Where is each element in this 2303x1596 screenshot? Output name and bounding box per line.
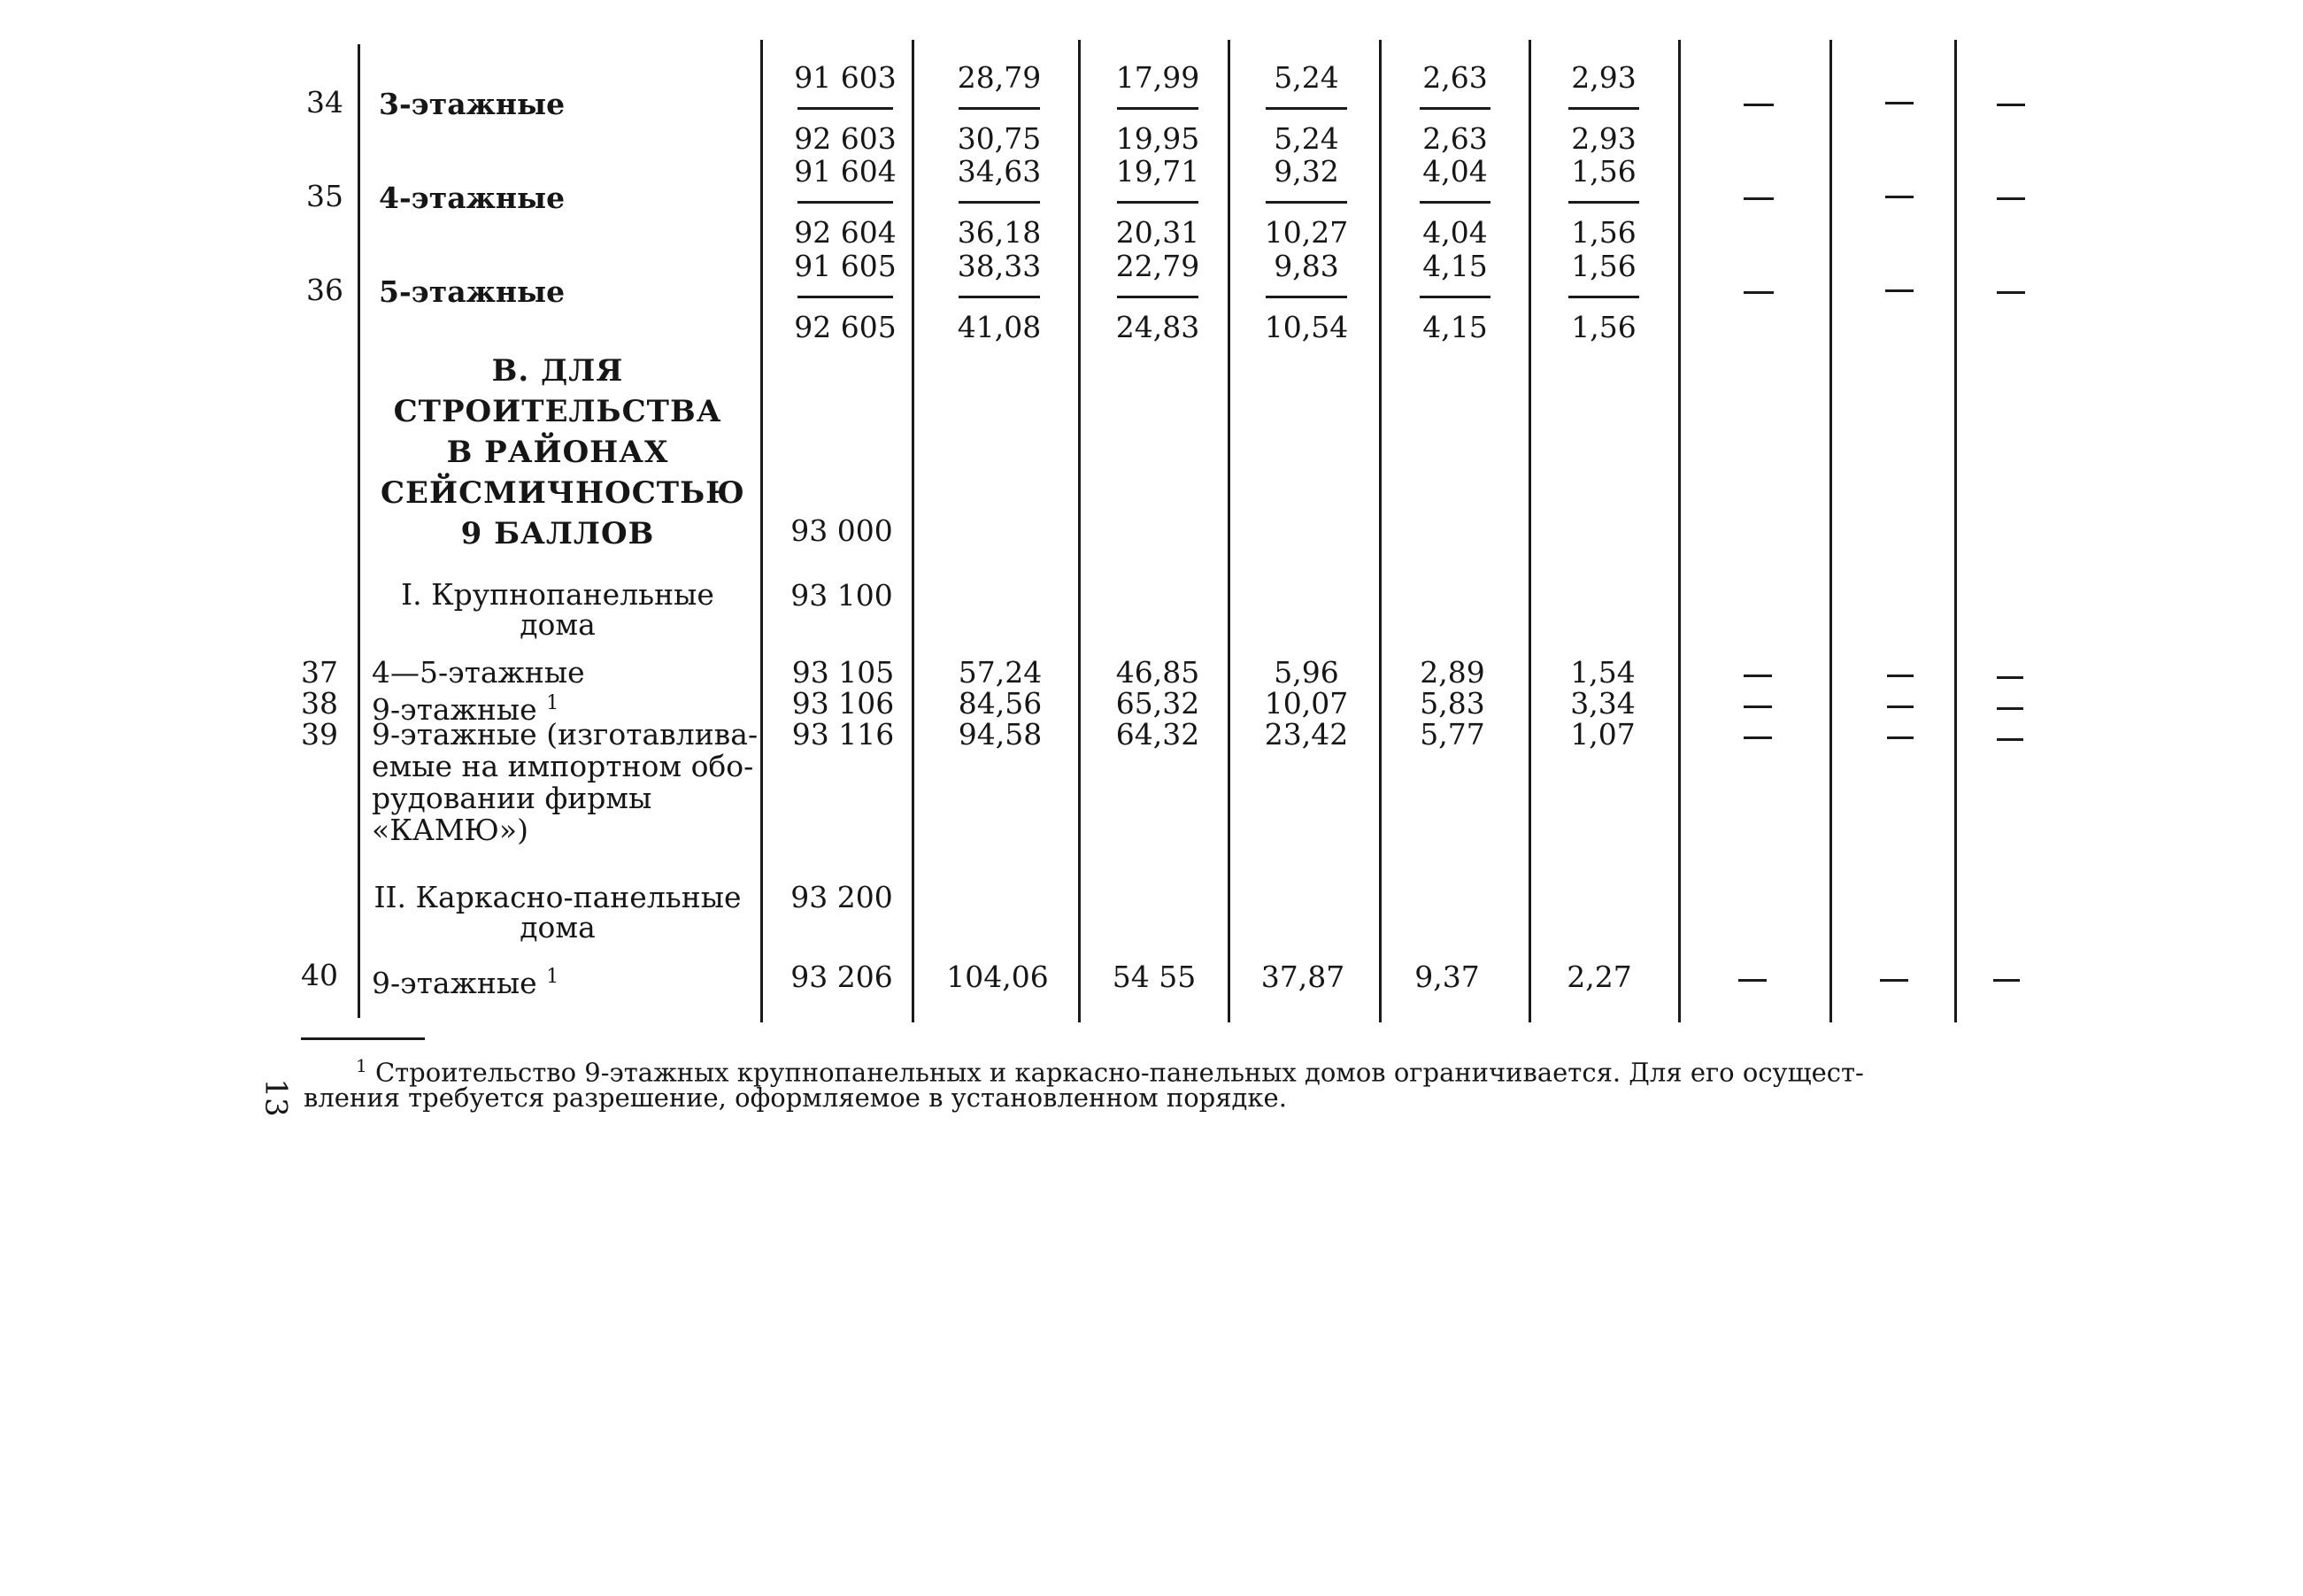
value-cell: 10,07 xyxy=(1264,686,1349,721)
value-cell: 1,07 xyxy=(1570,717,1636,752)
column-rule xyxy=(912,40,914,1022)
value-fraction xyxy=(1260,156,1352,249)
value-fraction xyxy=(1414,251,1496,343)
denominator: 19,95 xyxy=(1115,121,1200,156)
denominator: 2,63 xyxy=(1422,121,1488,156)
numerator: 22,79 xyxy=(1115,249,1200,283)
footnote-ref: 1 xyxy=(546,966,559,988)
value-cell: 2,89 xyxy=(1420,655,1485,690)
denominator: 92 605 xyxy=(794,310,897,344)
denominator: 1,56 xyxy=(1571,215,1637,250)
denominator: 10,54 xyxy=(1264,310,1349,344)
denominator: 30,75 xyxy=(957,121,1042,156)
subsection-heading-line: I. Крупнопанельные xyxy=(401,577,714,612)
dash-mark xyxy=(1887,705,1914,708)
fraction-bar xyxy=(1568,296,1639,298)
row-number: 36 xyxy=(306,273,343,307)
denominator: 20,31 xyxy=(1115,215,1200,250)
code-cell: 93 206 xyxy=(790,960,893,994)
value-cell: 46,85 xyxy=(1115,655,1200,690)
value-cell: 57,24 xyxy=(958,655,1043,690)
value-fraction xyxy=(1414,156,1496,249)
denominator: 92 603 xyxy=(794,121,897,156)
fraction-bar xyxy=(1420,201,1490,204)
dash-mark xyxy=(1885,289,1914,292)
subsection-heading-line: дома xyxy=(520,910,596,944)
row-number: 38 xyxy=(301,686,338,721)
dash-mark xyxy=(1744,104,1774,106)
numerator: 4,04 xyxy=(1422,154,1488,189)
column-rule xyxy=(1379,40,1382,1022)
value-fraction xyxy=(1260,251,1352,343)
subsection-heading xyxy=(372,880,743,944)
value-fraction xyxy=(1112,251,1204,343)
numerator: 91 603 xyxy=(794,60,897,95)
row-number: 35 xyxy=(306,179,343,213)
row-name: 3-этажные xyxy=(379,87,566,121)
fraction-bar xyxy=(959,107,1040,110)
denominator: 4,04 xyxy=(1422,215,1488,250)
subsection-heading xyxy=(372,577,743,642)
dash-mark xyxy=(1997,104,2025,106)
value-cell: 94,58 xyxy=(958,717,1043,752)
value-fraction xyxy=(951,156,1048,249)
code-fraction xyxy=(790,62,900,155)
denominator: 24,83 xyxy=(1115,310,1200,344)
row-number: 34 xyxy=(306,85,343,120)
numerator: 91 604 xyxy=(794,154,897,189)
value-cell: 23,42 xyxy=(1264,717,1349,752)
subsection-heading-line: дома xyxy=(520,607,596,642)
footnote-marker: 1 xyxy=(356,1055,367,1076)
code-cell: 93 116 xyxy=(791,717,895,752)
numerator: 2,63 xyxy=(1422,60,1488,95)
value-cell: 2,27 xyxy=(1567,960,1632,994)
fraction-bar xyxy=(959,201,1040,204)
fraction-bar xyxy=(1266,201,1347,204)
dash-mark xyxy=(1997,707,2023,710)
numerator: 5,24 xyxy=(1274,60,1339,95)
value-cell: 104,06 xyxy=(946,960,1049,994)
value-fraction xyxy=(1112,156,1204,249)
row-name xyxy=(372,961,558,999)
numerator: 17,99 xyxy=(1115,60,1200,95)
section-heading-line: В. ДЛЯ xyxy=(491,353,624,389)
fraction-bar xyxy=(959,296,1040,298)
fraction-bar xyxy=(1266,107,1347,110)
dash-mark xyxy=(1997,676,2023,679)
numerator: 4,15 xyxy=(1422,249,1488,283)
column-rule xyxy=(1529,40,1531,1022)
fraction-bar xyxy=(1117,107,1198,110)
row-name-text: 9-этажные xyxy=(372,966,537,1000)
fraction-bar xyxy=(1117,201,1198,204)
column-rule xyxy=(1829,40,1832,1022)
fraction-bar xyxy=(1568,107,1639,110)
fraction-bar xyxy=(1266,296,1347,298)
footnote-text: Строительство 9-этажных крупнопанельных и каркасно-панельных домов ограничивается. Для его осущест- xyxy=(374,1057,1864,1088)
column-rule xyxy=(358,44,360,1018)
denominator: 2,93 xyxy=(1571,121,1637,156)
value-fraction xyxy=(1260,62,1352,155)
dash-mark xyxy=(1744,291,1774,294)
subsection-code: 93 100 xyxy=(790,578,893,613)
section-heading xyxy=(381,351,745,554)
fraction-bar xyxy=(797,201,893,204)
fraction-bar xyxy=(1568,201,1639,204)
row-name: 4—5-этажные xyxy=(372,655,585,690)
row-name: 5-этажные xyxy=(379,274,566,309)
dash-mark xyxy=(1885,196,1914,198)
row-number: 39 xyxy=(301,717,338,752)
value-cell: 64,32 xyxy=(1115,717,1200,752)
footnote-ref: 1 xyxy=(546,692,559,714)
subsection-heading-line: II. Каркасно-панельные xyxy=(374,880,742,914)
column-rule xyxy=(1078,40,1081,1022)
denominator: 5,24 xyxy=(1274,121,1339,156)
column-rule xyxy=(1954,40,1957,1022)
dash-mark xyxy=(1887,736,1914,739)
dash-mark xyxy=(1744,197,1774,200)
denominator: 41,08 xyxy=(957,310,1042,344)
footnote-line: вления требуется разрешение, оформляемое в установленном порядке. xyxy=(304,1083,1287,1113)
value-cell: 65,32 xyxy=(1115,686,1200,721)
section-heading-line: СТРОИТЕЛЬСТВА xyxy=(393,394,722,429)
dash-mark xyxy=(1744,736,1772,739)
fraction-bar xyxy=(797,296,893,298)
row-name: 4-этажные xyxy=(379,181,566,215)
dash-mark xyxy=(1738,979,1767,982)
value-fraction xyxy=(1414,62,1496,155)
value-cell: 37,87 xyxy=(1260,960,1345,994)
denominator: 10,27 xyxy=(1264,215,1349,250)
value-cell: 9,37 xyxy=(1414,960,1480,994)
numerator: 9,83 xyxy=(1274,249,1339,283)
subsection-code: 93 200 xyxy=(790,880,893,914)
value-cell: 5,83 xyxy=(1420,686,1485,721)
numerator: 28,79 xyxy=(957,60,1042,95)
dash-mark xyxy=(1744,705,1772,708)
code-cell: 93 106 xyxy=(791,686,895,721)
value-fraction xyxy=(951,251,1048,343)
denominator: 36,18 xyxy=(957,215,1042,250)
dash-mark xyxy=(1997,291,2025,294)
column-rule xyxy=(1678,40,1681,1022)
section-heading-line: СЕЙСМИЧНОСТЬЮ xyxy=(381,475,745,511)
code-cell: 93 105 xyxy=(791,655,895,690)
value-cell: 3,34 xyxy=(1570,686,1636,721)
fraction-bar xyxy=(1117,296,1198,298)
denominator: 4,15 xyxy=(1422,310,1488,344)
value-cell: 84,56 xyxy=(958,686,1043,721)
value-cell: 5,77 xyxy=(1420,717,1485,752)
page-number: 13 xyxy=(258,1078,294,1117)
fraction-bar xyxy=(1420,107,1490,110)
section-heading-line: 9 БАЛЛОВ xyxy=(460,516,655,551)
code-fraction xyxy=(790,156,900,249)
value-fraction xyxy=(1112,62,1204,155)
column-rule xyxy=(760,40,763,1022)
numerator: 1,56 xyxy=(1571,154,1637,189)
row-number: 40 xyxy=(301,958,338,992)
numerator: 91 605 xyxy=(794,249,897,283)
row-name-line: рудовании фирмы xyxy=(372,781,652,815)
denominator: 92 604 xyxy=(794,215,897,250)
value-cell: 54 55 xyxy=(1112,960,1197,994)
value-fraction xyxy=(1563,251,1644,343)
row-name-text: 9-этажные xyxy=(372,692,537,727)
numerator: 1,56 xyxy=(1571,249,1637,283)
column-rule xyxy=(1228,40,1230,1022)
fraction-bar xyxy=(797,107,893,110)
dash-mark xyxy=(1880,979,1908,982)
row-name-line: 9-этажные (изготавлива- xyxy=(372,717,759,752)
numerator: 9,32 xyxy=(1274,154,1339,189)
dash-mark xyxy=(1744,675,1772,677)
numerator: 38,33 xyxy=(957,249,1042,283)
numerator: 19,71 xyxy=(1115,154,1200,189)
value-fraction xyxy=(951,62,1048,155)
row-number: 37 xyxy=(301,655,338,690)
numerator: 2,93 xyxy=(1571,60,1637,95)
value-cell: 1,54 xyxy=(1570,655,1636,690)
row-name-line: «КАМЮ») xyxy=(372,813,528,847)
value-fraction xyxy=(1563,62,1644,155)
code-fraction xyxy=(790,251,900,343)
dash-mark xyxy=(1997,197,2025,200)
numerator: 34,63 xyxy=(957,154,1042,189)
footnote-rule xyxy=(301,1037,425,1040)
section-code: 93 000 xyxy=(790,513,893,548)
dash-mark xyxy=(1997,738,2023,741)
fraction-bar xyxy=(1420,296,1490,298)
row-name xyxy=(372,719,758,846)
dash-mark xyxy=(1993,979,2020,982)
denominator: 1,56 xyxy=(1571,310,1637,344)
section-heading-line: В РАЙОНАХ xyxy=(446,435,669,470)
value-cell: 5,96 xyxy=(1274,655,1339,690)
dash-mark xyxy=(1885,102,1914,104)
value-fraction xyxy=(1563,156,1644,249)
dash-mark xyxy=(1887,675,1914,677)
row-name-line: емые на импортном обо- xyxy=(372,749,754,783)
